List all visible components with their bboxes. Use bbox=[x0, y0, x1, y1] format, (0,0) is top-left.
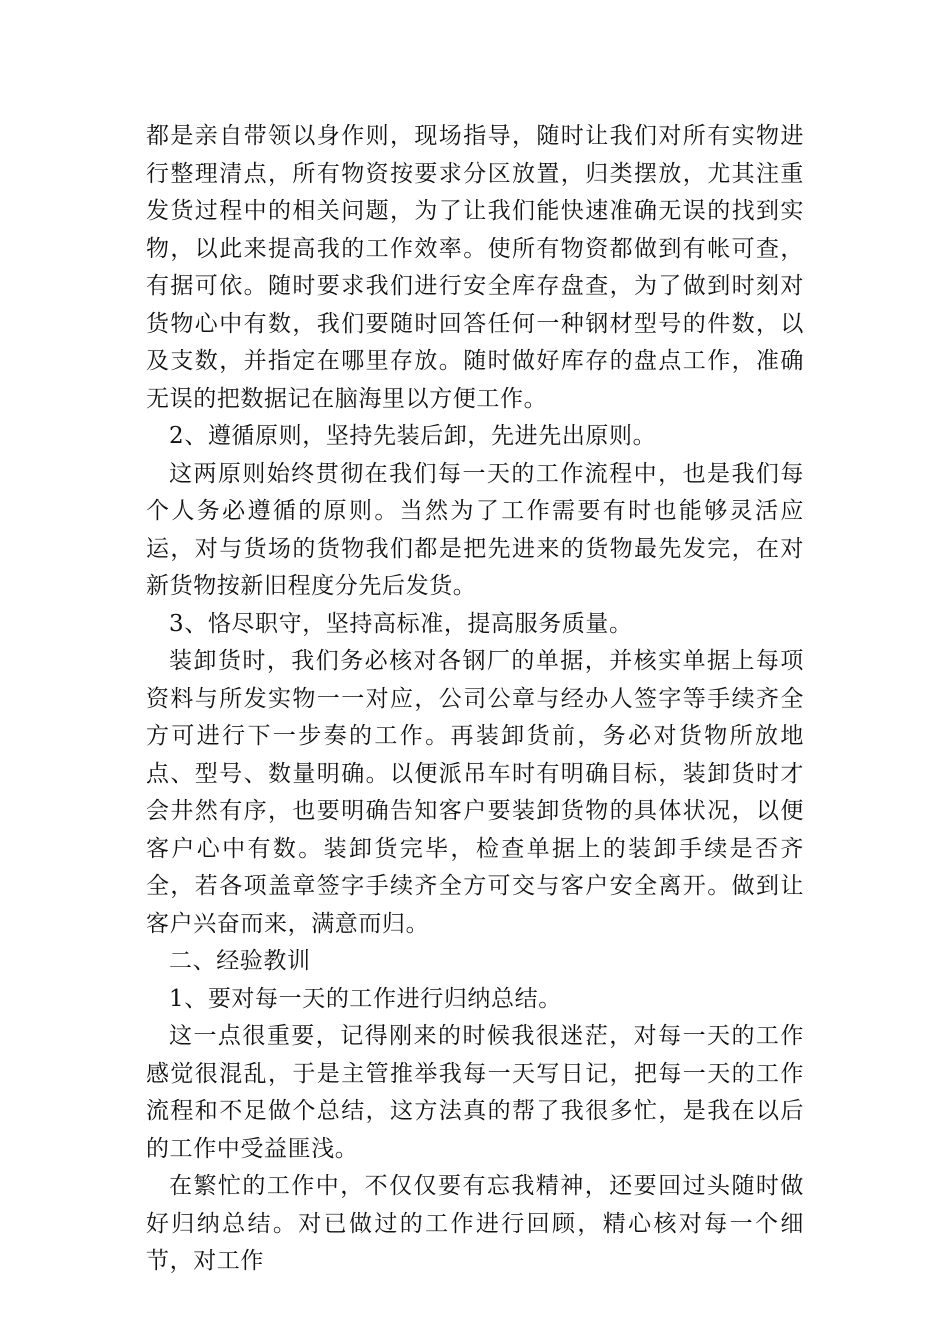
section-heading: 3、恪尽职守，坚持高标准，提高服务质量。 bbox=[169, 610, 633, 637]
section-heading: 1、要对每一天的工作进行归纳总结。 bbox=[169, 985, 562, 1012]
section-heading: 2、遵循原则，坚持先装后卸，先进先出原则。 bbox=[169, 423, 657, 449]
section-heading: 二、经验教训 bbox=[169, 948, 311, 974]
body-paragraph: 都是亲自带领以身作则，现场指导，随时让我们对所有实物进行整理清点，所有物资按要求分区放置，归类摆放，尤其注重发货过程中的相关问题，为了让我们能快速准确无误的找到实物，以此来提高我的工作效率。使所有物资都做到有帐可查，有据可依。随时要求我们进行安全库存盘查，为了做到时刻对货物心中有数，我们要随时回答任何一种钢材型号的件数，以及支数，并指定在哪里存放。随时做好库存的盘点工作，准确无误的把数据记在脑海里以方便工作。 bbox=[146, 123, 804, 412]
body-paragraph: 这一点很重要，记得刚来的时候我很迷茫，对每一天的工作感觉很混乱，于是主管推举我每一天写日记，把每一天的工作流程和不足做个总结，这方法真的帮了我很多忙，是我在以后的工作中受益匪浅。 bbox=[146, 1023, 804, 1162]
body-paragraph: 在繁忙的工作中，不仅仅要有忘我精神，还要回过头随时做好归纳总结。对已做过的工作进行回顾，精心核对每一个细节，对工作 bbox=[146, 1173, 804, 1274]
body-paragraph: 装卸货时，我们务必核对各钢厂的单据，并核实单据上每项资料与所发实物一一对应，公司公章与经办人签字等手续齐全方可进行下一步奏的工作。再装卸货前，务必对货物所放地点、型号、数量明确。以便派吊车时有明确目标，装卸货时才会井然有序，也要明确告知客户要装卸货物的具体状况，以便客户心中有数。装卸货完毕，检查单据上的装卸手续是否齐全，若各项盖章签字手续齐全方可交与客户安全离开。做到让客户兴奋而来，满意而归。 bbox=[146, 648, 804, 937]
body-paragraph: 这两原则始终贯彻在我们每一天的工作流程中，也是我们每个人务必遵循的原则。当然为了工作需要有时也能够灵活应运，对与货场的货物我们都是把先进来的货物最先发完，在对新货物按新旧程度分先后发货。 bbox=[146, 460, 804, 599]
